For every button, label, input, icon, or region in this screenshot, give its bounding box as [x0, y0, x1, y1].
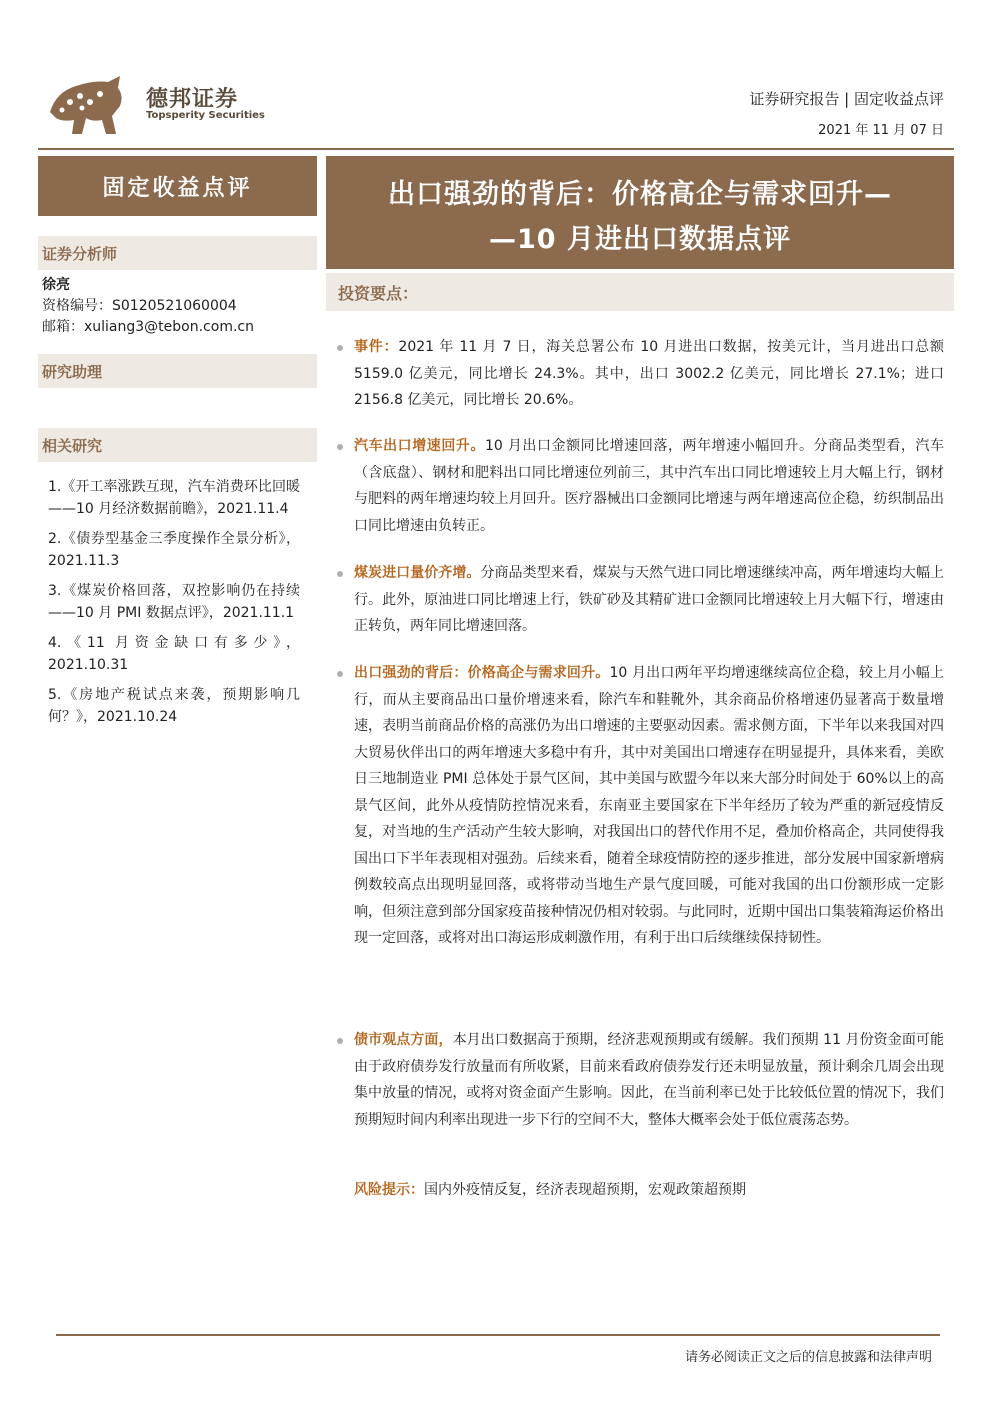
key-point [354, 560, 944, 640]
report-title [326, 156, 954, 269]
key-point-text: 分商品类型来看，煤炭与天然气进口同比增速继续冲高，两年增速均大幅上行。此外，原油进口同比增速上行，铁矿砂及其精矿进口金额同比增速较上月大幅下行，增速由正转负，两年同比增速回落。 [354, 565, 945, 634]
report-type: 证券研究报告 | 固定收益点评 [749, 90, 944, 108]
key-point-label: 汽车出口增速回升。 [354, 438, 486, 454]
key-point-text: 本月出口数据高于预期，经济悲观预期或有缓解。我们预期 11 月份资金面可能由于政府债券发行放量而有所收紧，目前来看政府债券发行还未明显放量，预计剩余几周会出现集中放量的情况，或将对资金面产生影响。因此，在当前利率已处于比较低位置的情况下，我们预期短时间内利率出现进一步下行的空间不大，整体大概率会处于低位震荡态势。 [354, 1032, 944, 1128]
footer-disclaimer: 请务必阅读正文之后的信息披露和法律声明 [684, 1350, 932, 1365]
related-research-list [48, 476, 300, 736]
title-line-2: —10 月进出口数据点评 [489, 224, 791, 255]
key-point-label: 事件： [354, 339, 399, 355]
key-point-label: 债市观点方面， [354, 1032, 453, 1048]
brand-name: 德邦证券 [146, 87, 239, 112]
risk-label: 风险提示： [354, 1182, 424, 1198]
key-point-text: 2021 年 11 月 7 日，海关总署公布 10 月进出口数据，按美元计，当月进出口总额 5159.0 亿美元，同比增长 24.3%。其中，出口 3002.2 亿美元，同比增长 27.1%；进口 2156.8 亿美元，同比增长 20.6%。 [354, 339, 944, 408]
key-point-label: 煤炭进口量价齐增。 [354, 565, 481, 581]
footer-divider [56, 1334, 940, 1336]
bullet-icon [337, 444, 343, 450]
risk-text: 国内外疫情反复，经济表现超预期，宏观政策超预期 [424, 1182, 746, 1198]
risk-warning [354, 1177, 944, 1204]
bullet-icon [337, 345, 343, 351]
related-item[interactable]: 2.《债券型基金三季度操作全景分析》，2021.11.3 [48, 531, 300, 569]
related-item[interactable]: 3.《煤炭价格回落，双控影响仍在持续——10 月 PMI 数据点评》，2021.11.1 [48, 583, 300, 621]
key-point [354, 660, 944, 952]
leopard-logo-icon [46, 72, 126, 142]
key-point-text: 10 月出口金额同比增速回落，两年增速小幅回升。分商品类型看，汽车（含底盘）、钢材和肥料出口同比增速位列前三，其中汽车出口同比增速较上月大幅上行，钢材与肥料的两年增速均较上月回升。医疗器械出口金额同比增速与两年增速高位企稳，纺织制品出口同比增速由负转正。 [354, 438, 944, 534]
key-point-label: 出口强劲的背后：价格高企与需求回升。 [354, 665, 610, 681]
analyst-name: 徐亮 [42, 277, 70, 293]
bullet-icon [337, 571, 343, 577]
related-heading: 相关研究 [38, 428, 317, 462]
analyst-cert: 资格编号：S0120521060004 [42, 298, 237, 314]
key-point [354, 1027, 944, 1133]
key-point [354, 433, 944, 539]
header-divider [38, 148, 954, 150]
key-point [354, 334, 944, 414]
title-line-1: 出口强劲的背后：价格高企与需求回升— [388, 179, 892, 210]
analyst-email[interactable]: 邮箱：xuliang3@tebon.com.cn [42, 319, 254, 335]
related-item[interactable]: 5.《房地产税试点来袭，预期影响几何？》，2021.10.24 [48, 687, 300, 725]
assistant-heading: 研究助理 [38, 354, 317, 388]
related-item[interactable]: 1.《开工率涨跌互现，汽车消费环比回暖——10 月经济数据前瞻》，2021.11.4 [48, 479, 300, 517]
related-item[interactable]: 4.《11 月资金缺口有多少》，2021.10.31 [48, 635, 300, 673]
key-point-text: 10 月出口两年平均增速继续高位企稳，较上月小幅上行，而从主要商品出口量价增速来看，除汽车和鞋靴外，其余商品价格增速仍显著高于数量增速，表明当前商品价格的高涨仍为出口增速的主要驱动因素。需求侧方面，下半年以来我国对四大贸易伙伴出口的两年增速大多稳中有升，其中对美国出口增速存在明显提升，具体来看，美欧日三地制造业 PMI 总体处于景气区间，其中美国与欧盟今年以来大部分时间处于 60%以上的高景气区间，此外从疫情防控情况来看，东南亚主要国家在下半年经历了较为严重的新冠疫情反复，对当地的生产活动产生较大影响，对我国出口的替代作用不足，叠加价格高企，共同使得我国出口下半年表现相对强劲。后续来看，随着全球疫情防控的逐步推进，部分发展中国家新增病例数较高点出现明显回落，或将带动当地生产景气度回暖，可能对我国的出口份额形成一定影响，但须注意到部分国家疫苗接种情况仍相对较弱。与此同时，近期中国出口集装箱海运价格出现一定回落，或将对出口海运形成刺激作用，有利于出口后续继续保持韧性。 [354, 665, 945, 946]
bullet-icon [337, 671, 343, 677]
bullet-icon [337, 1038, 343, 1044]
category-tag: 固定收益点评 [38, 156, 317, 216]
investment-heading: 投资要点： [326, 273, 954, 311]
analyst-heading: 证券分析师 [38, 236, 317, 270]
report-date: 2021 年 11 月 07 日 [818, 123, 944, 138]
brand-name-en: Topsperity Securities [146, 110, 265, 121]
